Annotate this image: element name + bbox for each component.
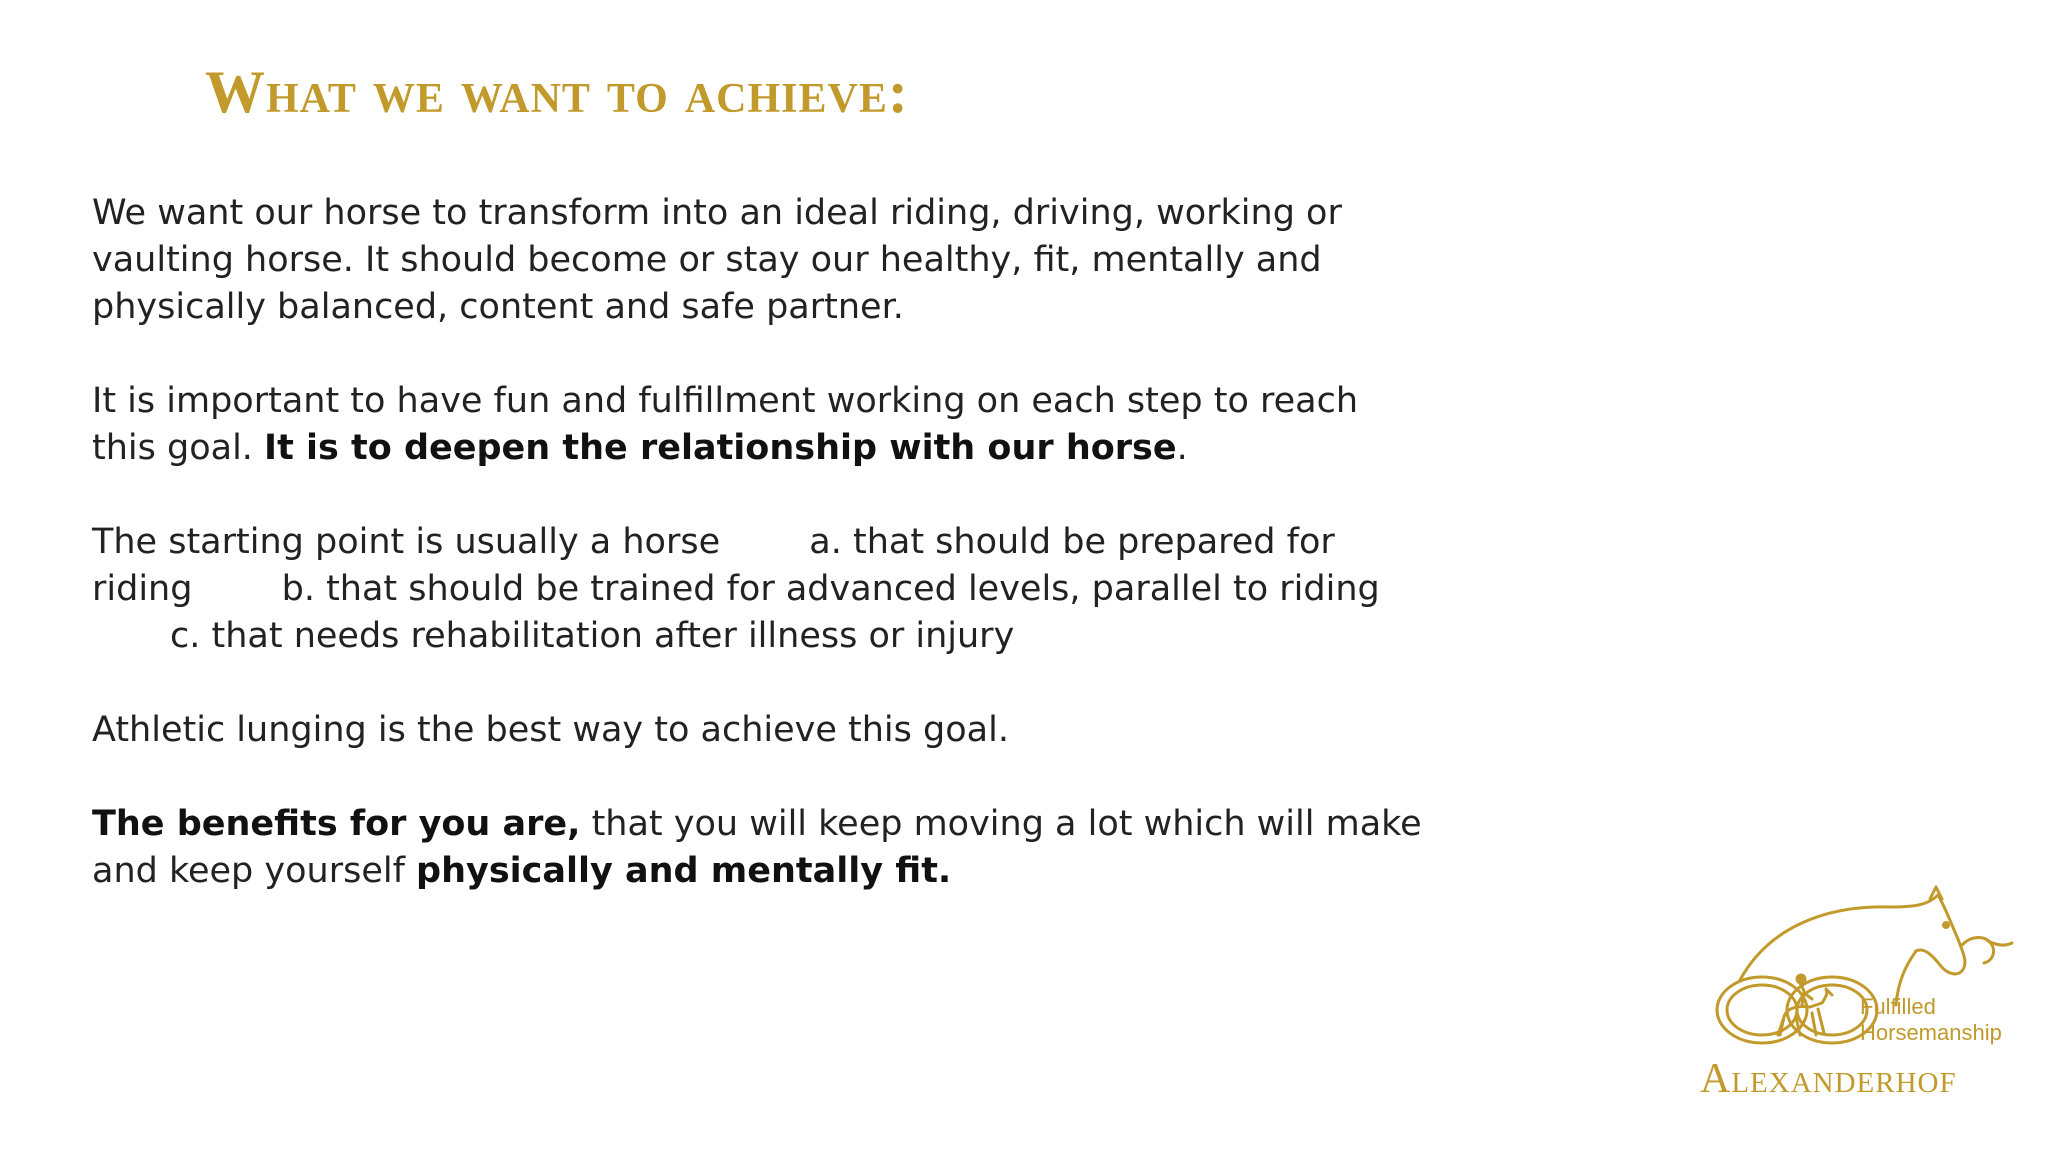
- starting-point-intro: The starting point is usually a horse: [92, 522, 721, 562]
- alexanderhof-logo: [1700, 885, 2020, 1105]
- logo-tagline-line-2: Horsemanship: [1860, 1020, 2002, 1045]
- list-item: b. that should be trained for advanced levels, parallel to riding: [281, 569, 1380, 609]
- paragraph-fun-suffix: .: [1176, 428, 1188, 468]
- paragraph-benefits: [92, 801, 1422, 895]
- paragraph-starting-point: [92, 519, 1422, 660]
- paragraph-benefits-line-2: [92, 851, 951, 891]
- list-item: a. that should be prepared for riding: [92, 522, 1335, 609]
- paragraph-goal-line-3: physically balanced, content and safe partner.: [92, 287, 904, 327]
- paragraph-fun: [92, 378, 1422, 472]
- paragraph-goal: [92, 190, 1422, 331]
- page-title: What we want to achieve:: [205, 59, 909, 125]
- paragraph-fun-line-1: It is important to have fun and fulfillment working on each step to reach: [92, 381, 1359, 421]
- paragraph-benefits-line-1: [92, 804, 1422, 844]
- logo-tagline-line-1: Fulfilled: [1860, 994, 1936, 1019]
- paragraph-fun-prefix: this goal.: [92, 428, 265, 468]
- paragraph-goal-line-2: vaulting horse. It should become or stay our healthy, fit, mentally and: [92, 240, 1322, 280]
- logo-wordmark: Alexanderhof: [1700, 1056, 1957, 1102]
- benefits-bold-lead: The benefits for you are,: [92, 804, 581, 844]
- paragraph-lunging: [92, 707, 1422, 754]
- benefits-bold-fit: physically and mentally fit.: [416, 851, 952, 891]
- benefits-prefix: and keep yourself: [92, 851, 417, 891]
- benefits-rest: that you will keep moving a lot which will make: [580, 804, 1422, 844]
- main-content: [92, 190, 1422, 895]
- paragraph-fun-bold: It is to deepen the relationship with our horse: [264, 428, 1177, 468]
- paragraph-goal-line-1: We want our horse to transform into an ideal riding, driving, working or: [92, 193, 1342, 233]
- paragraph-lunging-text: Athletic lunging is the best way to achieve this goal.: [92, 710, 1009, 750]
- list-item: c. that needs rehabilitation after illness or injury: [170, 616, 1015, 656]
- paragraph-fun-line-2: [92, 428, 1188, 468]
